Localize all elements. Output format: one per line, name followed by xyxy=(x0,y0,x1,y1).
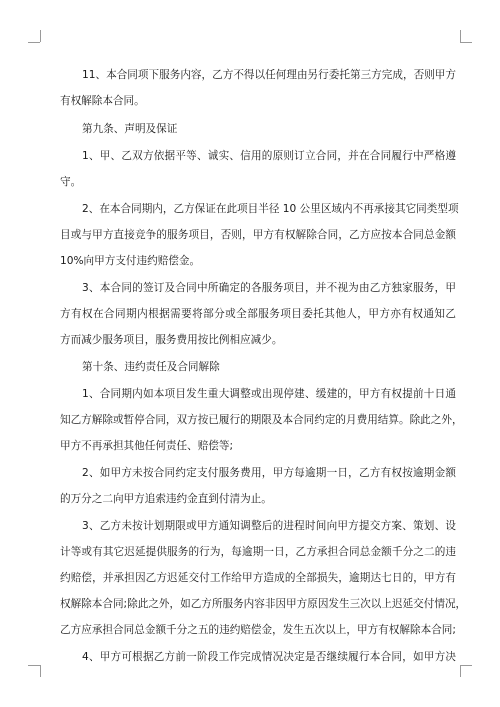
section-heading: 第九条、声明及保证 xyxy=(82,123,178,135)
paragraph-line: 乙方应承担合同总金额千分之五的违约赔偿金，发生五次以上，甲方有权解除本合同; xyxy=(60,624,456,636)
paragraph-line: 10%向甲方支付违约赔偿金。 xyxy=(60,255,201,267)
crop-mark-top-right-h xyxy=(460,42,472,43)
paragraph-line: 方而减少服务项目，服务费用按比例相应减少。 xyxy=(60,334,283,346)
paragraph-line: 1、甲、乙双方依据平等、诚实、信用的原则订立合同，并在合同履行中严格遵 xyxy=(82,150,456,162)
paragraph-line: 1、合同期内如本项目发生重大调整或出现停建、缓建的，甲方有权提前十日通 xyxy=(82,388,456,400)
paragraph-line: 2、在本合同期内，乙方保证在此项目半径 10 公里区域内不再承接其它同类型项 xyxy=(82,203,459,215)
paragraph-line: 目或与甲方直接竞争的服务项目，否则，甲方有权解除合同，乙方应按本合同总金额 xyxy=(60,229,456,241)
paragraph-line: 11、本合同项下服务内容，乙方不得以任何理由另行委托第三方完成，否则甲方 xyxy=(82,69,456,81)
paragraph-line: 权解除本合同;除此之外，如乙方所服务内容非因甲方原因发生三次以上迟延交付情况， xyxy=(60,598,467,610)
paragraph-line: 的万分之二向甲方追索违约金直到付清为止。 xyxy=(60,493,272,505)
crop-mark-top-left-v xyxy=(40,30,41,42)
crop-mark-bottom-left-v xyxy=(40,665,41,677)
crop-mark-top-right-v xyxy=(460,30,461,42)
paragraph-line: 甲方不再承担其他任何责任、赔偿等; xyxy=(60,440,234,452)
paragraph-line: 知乙方解除或暂停合同，双方按已履行的期限及本合同约定的月费用结算。除此之外， xyxy=(60,414,463,426)
crop-mark-bottom-right-v xyxy=(460,665,461,677)
paragraph-line: 3、本合同的签订及合同中所确定的各服务项目，并不视为由乙方独家服务，甲 xyxy=(82,282,456,294)
crop-mark-bottom-right-h xyxy=(460,665,472,666)
paragraph-line: 4、甲方可根据乙方前一阶段工作完成情况决定是否继续履行本合同，如甲方决 xyxy=(82,651,456,663)
crop-mark-bottom-left-h xyxy=(28,665,40,666)
paragraph-line: 方有权在合同期内根据需要将部分或全部服务项目委托其他人，甲方亦有权通知乙 xyxy=(60,308,456,320)
paragraph-line: 3、乙方未按计划期限或甲方通知调整后的进程时间向甲方提交方案、策划、设 xyxy=(82,520,456,532)
paragraph-line: 计等或有其它迟延提供服务的行为，每逾期一日，乙方承担合同总金额千分之二的违 xyxy=(60,546,456,558)
paragraph-line: 2、如甲方未按合同约定支付服务费用，甲方每逾期一日，乙方有权按逾期金额 xyxy=(82,467,456,479)
section-heading: 第十条、违约责任及合同解除 xyxy=(82,361,220,373)
paragraph-line: 有权解除本合同。 xyxy=(60,95,145,107)
paragraph-line: 守。 xyxy=(60,176,82,188)
crop-mark-top-left-h xyxy=(28,42,40,43)
paragraph-line: 约赔偿，并承担因乙方迟延交付工作给甲方造成的全部损失，逾期达七日的，甲方有 xyxy=(60,572,456,584)
